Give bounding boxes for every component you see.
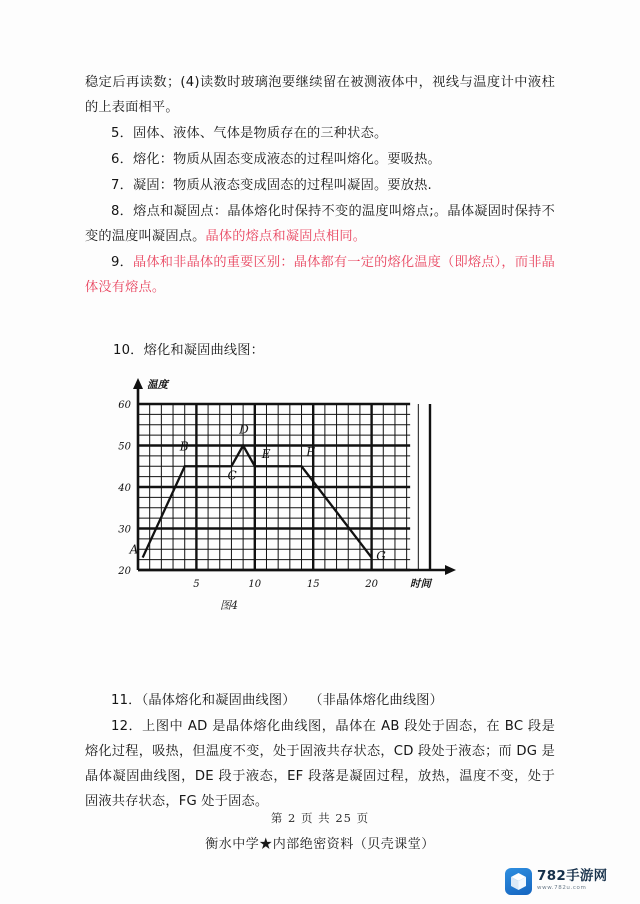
x-tick-label: 10: [248, 579, 262, 590]
x-tick-label: 5: [193, 579, 200, 590]
data-point-label: D: [239, 422, 249, 437]
data-point-label: F: [306, 444, 315, 459]
figure-caption: 图4: [220, 599, 238, 612]
y-tick-label: 60: [118, 400, 131, 411]
text-run: 9．: [111, 255, 133, 270]
chart-heading: 10．熔化和凝固曲线图：: [113, 343, 265, 358]
y-axis-arrow: [133, 378, 143, 389]
text-run: 8．熔点和凝固点：晶体熔化时保持不变的温度叫熔点;。晶体凝固时保持不变的温度叫凝固点。: [85, 204, 555, 244]
highlighted-text-run: 晶体和非晶体的重要区别：晶体都有一定的熔化温度（即熔点），而非晶体没有熔点。: [85, 255, 555, 295]
site-url: www.782u.com: [537, 885, 587, 892]
data-point-label: A: [129, 542, 139, 557]
paragraph-item-12: [85, 714, 555, 814]
x-tick-label: 20: [365, 579, 378, 590]
text-run: 11．（晶体熔化和凝固曲线图） （非晶体熔化曲线图）: [111, 693, 444, 708]
y-tick-label: 40: [118, 483, 131, 494]
text-run: 6．熔化：物质从固态变成液态的过程叫熔化。要吸热。: [111, 152, 441, 167]
text-run: 5．固体、液体、气体是物质存在的三种状态。: [111, 126, 388, 141]
x-tick-label: 15: [306, 579, 320, 590]
data-point-label: G: [376, 549, 386, 564]
paragraph-item-4: [85, 70, 555, 120]
data-point-label: E: [261, 446, 271, 461]
text-run: 稳定后再读数；(4)读数时玻璃泡要继续留在被测液体中，视线与温度计中液柱的上表面相平。: [85, 75, 555, 115]
y-tick-label: 30: [118, 524, 131, 536]
y-axis-title: 温度: [147, 379, 168, 391]
watermark-text-block: [537, 870, 607, 892]
school-footer-line: 衡水中学★内部绝密资料（贝壳课堂）: [205, 837, 435, 852]
paragraph-item-6: [85, 147, 555, 172]
data-point-label: C: [227, 468, 237, 483]
cube-app-icon: [505, 868, 532, 895]
page-indicator: 第 2 页 共 25 页: [270, 811, 370, 825]
paragraph-item-5: [85, 121, 555, 146]
document-body-bottom: [85, 688, 555, 815]
text-run: 12．上图中 AD 是晶体熔化曲线图，晶体在 AB 段处于固态，在 BC 段是熔化过程，吸热，但温度不变，处于固液共存状态，CD 段处于液态；而 DG 是晶体凝固曲线图，DE 段于液态，EF 段落是凝固过程，放热，温度不变，处于固液共存状态，FG 处于固态。: [85, 719, 555, 809]
y-tick-label: 50: [118, 441, 131, 453]
x-axis-title: 时间: [410, 578, 431, 590]
cube-glyph: [510, 872, 527, 891]
site-name: 782手游网: [537, 868, 608, 885]
text-run: 7．凝固：物质从液态变成固态的过程叫凝固。要放热.: [111, 178, 432, 193]
highlighted-text-run: 晶体的熔点和凝固点相同。: [205, 229, 367, 244]
y-tick-label: 20: [118, 566, 131, 577]
paragraph-item-9: [85, 250, 555, 300]
paragraph-item-11: [85, 688, 555, 713]
chart-svg: [110, 372, 460, 617]
data-point-label: B: [179, 439, 189, 454]
melting-solidification-chart: [110, 372, 460, 617]
site-watermark: [505, 866, 627, 896]
document-body-top: [85, 70, 555, 301]
paragraph-item-8: [85, 199, 555, 249]
paragraph-item-7: [85, 173, 555, 198]
data-series-line: [143, 446, 372, 558]
x-axis-arrow: [445, 565, 456, 575]
